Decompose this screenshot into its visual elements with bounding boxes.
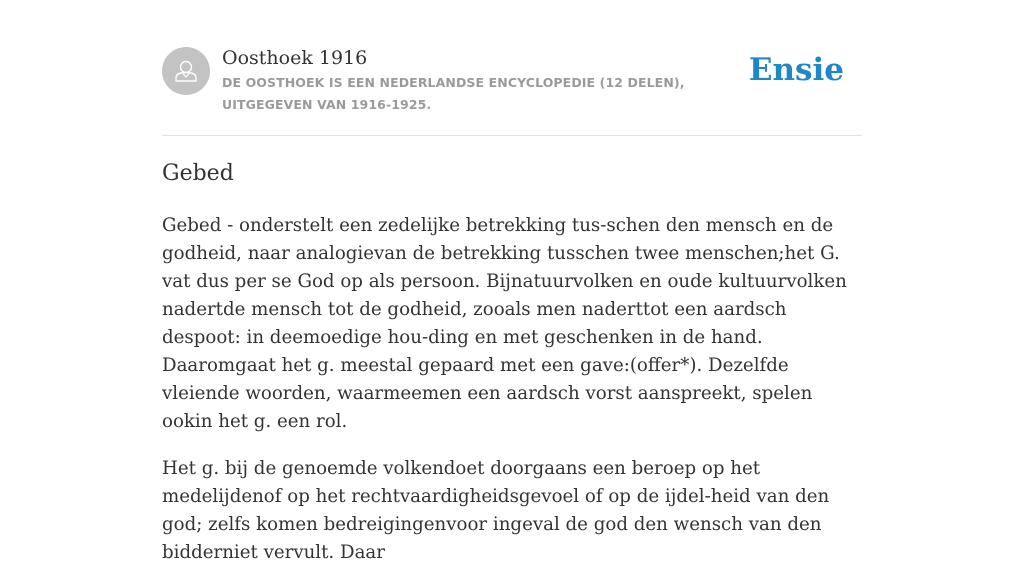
brand-logo[interactable]: Ensie [748,52,844,88]
header-divider [162,135,862,136]
article-body [162,212,867,586]
source-title[interactable]: Oosthoek 1916 [222,47,368,69]
user-icon-graphic [162,47,210,95]
article-paragraph: Gebed - onderstelt een zedelijke betrekking tus-schen den mensch en de godheid, naar analogievan de betrekking tusschen twee menschen;het G. vat dus per se God op als persoon. Bijnatuurvolken en oude kultuurvolken nadertde mensch tot de godheid, zooals men naderttot een aardsch despoot: in deemoedige hou-ding en met geschenken in de hand. Daaromgaat het g. meestal gepaard met een gave:(offer*). Dezelfde vleiende woorden, waarmeemen een aardsch vorst aanspreekt, spelen ookin het g. een rol. [162,215,847,432]
source-description: DE OOSTHOEK IS EEN NEDERLANDSE ENCYCLOPEDIE (12 DELEN), UITGEGEVEN VAN 1916-1925. [222,75,685,112]
article-title: Gebed [162,161,234,186]
article-paragraph: Het g. bij de genoemde volkendoet doorgaans een beroep op het medelijdenof op het rechtvaardigheidsgevoel of op de ijdel-heid van den god; zelfs komen bedreigingenvoor ingeval de god den wensch van den bidderniet vervult. Daar [162,458,830,563]
user-icon[interactable] [162,47,210,95]
source-header [162,46,862,136]
